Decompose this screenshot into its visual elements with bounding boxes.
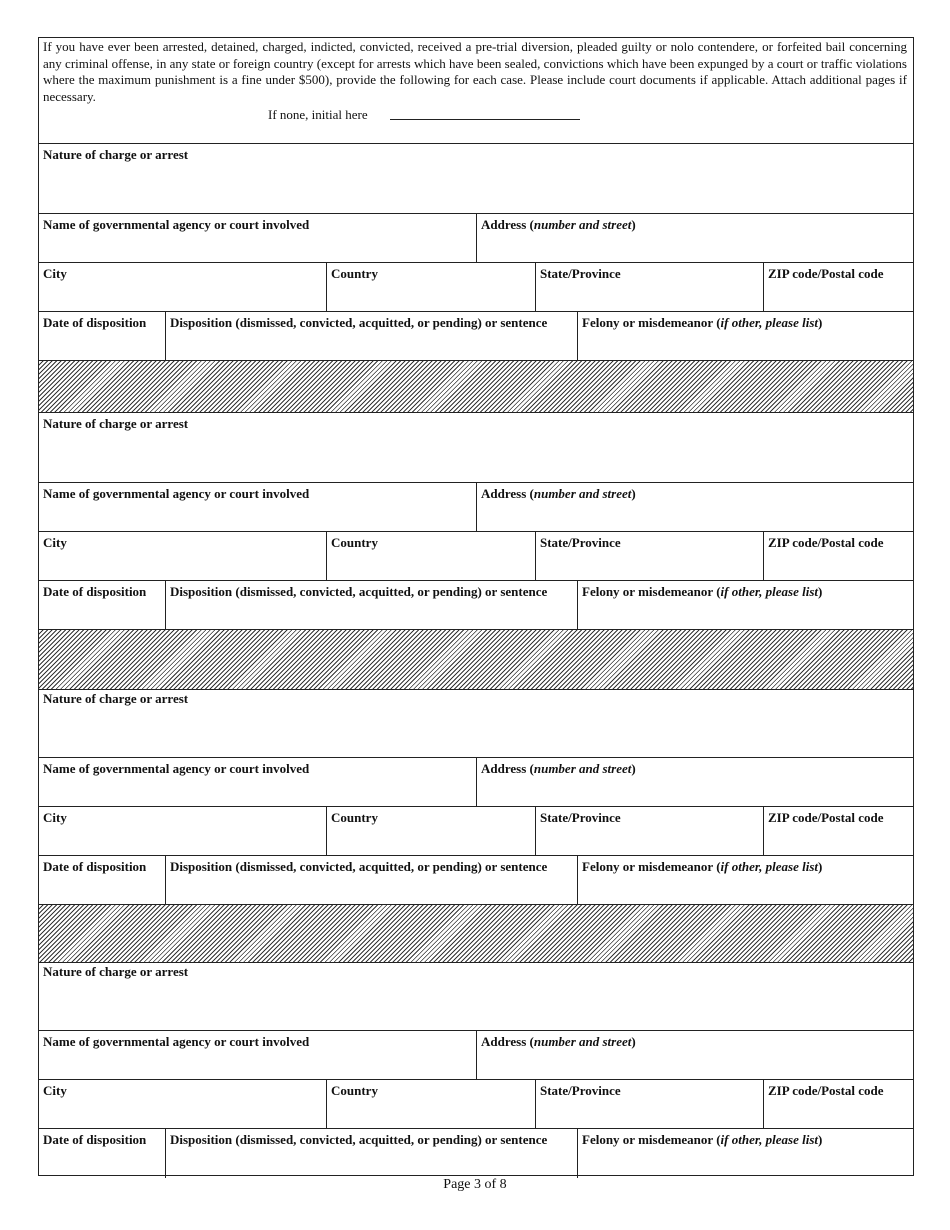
- city-field[interactable]: [39, 1080, 326, 1128]
- agency-field[interactable]: [39, 758, 476, 806]
- hatched-divider: [39, 905, 913, 963]
- disposition-label: Disposition (dismissed, convicted, acquitted, or pending) or sentence: [170, 859, 548, 874]
- address-label: Address (number and street): [481, 217, 636, 232]
- country-label: Country: [331, 1083, 378, 1098]
- state-province-label: State/Province: [540, 1083, 621, 1098]
- state-province-field[interactable]: [535, 1080, 763, 1128]
- disposition-field[interactable]: [165, 856, 577, 904]
- intro-section: [39, 38, 913, 144]
- page-number: Page 3 of 8: [443, 1177, 507, 1192]
- state-province-field[interactable]: [535, 532, 763, 580]
- city-label: City: [43, 1083, 67, 1098]
- case-4-nature-row: [39, 961, 913, 1031]
- case-2-nature-row: [39, 413, 913, 483]
- date-of-disposition-label: Date of disposition: [43, 1132, 147, 1147]
- address-field[interactable]: [476, 758, 915, 806]
- agency-label: Name of governmental agency or court involved: [43, 761, 310, 776]
- agency-label: Name of governmental agency or court involved: [43, 217, 310, 232]
- country-label: Country: [331, 810, 378, 825]
- nature-of-charge-label: Nature of charge or arrest: [43, 691, 189, 706]
- felony-misdemeanor-field[interactable]: [577, 312, 915, 360]
- zip-code-field[interactable]: [763, 807, 915, 855]
- case-2-agency-row: [39, 483, 913, 532]
- zip-code-label: ZIP code/Postal code: [768, 1083, 884, 1098]
- nature-of-charge-label: Nature of charge or arrest: [43, 964, 189, 979]
- city-label: City: [43, 810, 67, 825]
- agency-field[interactable]: [39, 483, 476, 531]
- felony-misdemeanor-label: Felony or misdemeanor (if other, please list): [582, 859, 823, 874]
- date-of-disposition-label: Date of disposition: [43, 315, 147, 330]
- address-field[interactable]: [476, 483, 915, 531]
- zip-code-field[interactable]: [763, 532, 915, 580]
- criminal-history-form: [38, 37, 914, 1176]
- country-field[interactable]: [326, 532, 535, 580]
- country-field[interactable]: [326, 263, 535, 311]
- country-field[interactable]: [326, 807, 535, 855]
- address-label: Address (number and street): [481, 761, 636, 776]
- city-label: City: [43, 266, 67, 281]
- address-field[interactable]: [476, 214, 915, 262]
- disposition-field[interactable]: [165, 581, 577, 629]
- disposition-label: Disposition (dismissed, convicted, acquitted, or pending) or sentence: [170, 584, 548, 599]
- disposition-label: Disposition (dismissed, convicted, acquitted, or pending) or sentence: [170, 1132, 548, 1147]
- state-province-label: State/Province: [540, 810, 621, 825]
- zip-code-label: ZIP code/Postal code: [768, 810, 884, 825]
- felony-misdemeanor-field[interactable]: [577, 856, 915, 904]
- agency-label: Name of governmental agency or court involved: [43, 1034, 310, 1049]
- hatched-divider: [39, 630, 913, 690]
- date-of-disposition-field[interactable]: [39, 312, 165, 360]
- nature-of-charge-label: Nature of charge or arrest: [43, 147, 189, 162]
- disposition-field[interactable]: [165, 312, 577, 360]
- case-2-location-row: [39, 532, 913, 581]
- state-province-field[interactable]: [535, 263, 763, 311]
- state-province-label: State/Province: [540, 535, 621, 550]
- date-of-disposition-field[interactable]: [39, 1129, 165, 1178]
- nature-of-charge-field[interactable]: [39, 688, 915, 757]
- case-3-location-row: [39, 807, 913, 856]
- case-1-disposition-row: [39, 312, 913, 361]
- city-field[interactable]: [39, 807, 326, 855]
- nature-of-charge-field[interactable]: [39, 144, 915, 213]
- zip-code-label: ZIP code/Postal code: [768, 535, 884, 550]
- date-of-disposition-label: Date of disposition: [43, 584, 147, 599]
- felony-misdemeanor-label: Felony or misdemeanor (if other, please list): [582, 584, 823, 599]
- felony-misdemeanor-label: Felony or misdemeanor (if other, please list): [582, 1132, 823, 1147]
- case-1-nature-row: [39, 144, 913, 214]
- zip-code-label: ZIP code/Postal code: [768, 266, 884, 281]
- city-label: City: [43, 535, 67, 550]
- state-province-field[interactable]: [535, 807, 763, 855]
- agency-label: Name of governmental agency or court involved: [43, 486, 310, 501]
- felony-misdemeanor-field[interactable]: [577, 581, 915, 629]
- country-field[interactable]: [326, 1080, 535, 1128]
- address-field[interactable]: [476, 1031, 915, 1079]
- case-4-agency-row: [39, 1031, 913, 1080]
- address-label: Address (number and street): [481, 1034, 636, 1049]
- zip-code-field[interactable]: [763, 1080, 915, 1128]
- date-of-disposition-field[interactable]: [39, 856, 165, 904]
- hatched-divider: [39, 361, 913, 413]
- nature-of-charge-field[interactable]: [39, 413, 915, 482]
- country-label: Country: [331, 535, 378, 550]
- initial-label: If none, initial here: [268, 107, 368, 122]
- date-of-disposition-label: Date of disposition: [43, 859, 147, 874]
- case-4-location-row: [39, 1080, 913, 1129]
- nature-of-charge-label: Nature of charge or arrest: [43, 416, 189, 431]
- agency-field[interactable]: [39, 214, 476, 262]
- case-3-agency-row: [39, 758, 913, 807]
- intro-text: If you have ever been arrested, detained, charged, indicted, convicted, received a pre-trial diversion, pleaded guilty or nolo contendere, or forfeited bail concerning any criminal offense, in any state or foreign country (except for arrests which have been sealed, convictions which have been expunged by a court or traffic violations where the maximum punishment is a fine under $500), provide the following for each case. Please include court documents if applicable. Attach additional pages if necessary.: [43, 39, 907, 104]
- city-field[interactable]: [39, 532, 326, 580]
- zip-code-field[interactable]: [763, 263, 915, 311]
- disposition-field[interactable]: [165, 1129, 577, 1178]
- nature-of-charge-field[interactable]: [39, 961, 915, 1030]
- country-label: Country: [331, 266, 378, 281]
- case-3-nature-row: [39, 688, 913, 758]
- address-label: Address (number and street): [481, 486, 636, 501]
- agency-field[interactable]: [39, 1031, 476, 1079]
- state-province-label: State/Province: [540, 266, 621, 281]
- case-1-agency-row: [39, 214, 913, 263]
- city-field[interactable]: [39, 263, 326, 311]
- case-4-disposition-row: [39, 1129, 913, 1178]
- disposition-label: Disposition (dismissed, convicted, acquitted, or pending) or sentence: [170, 315, 548, 330]
- case-2-disposition-row: [39, 581, 913, 630]
- initial-field[interactable]: [390, 119, 580, 120]
- case-3-disposition-row: [39, 856, 913, 905]
- date-of-disposition-field[interactable]: [39, 581, 165, 629]
- case-1-location-row: [39, 263, 913, 312]
- felony-misdemeanor-field[interactable]: [577, 1129, 915, 1178]
- felony-misdemeanor-label: Felony or misdemeanor (if other, please list): [582, 315, 823, 330]
